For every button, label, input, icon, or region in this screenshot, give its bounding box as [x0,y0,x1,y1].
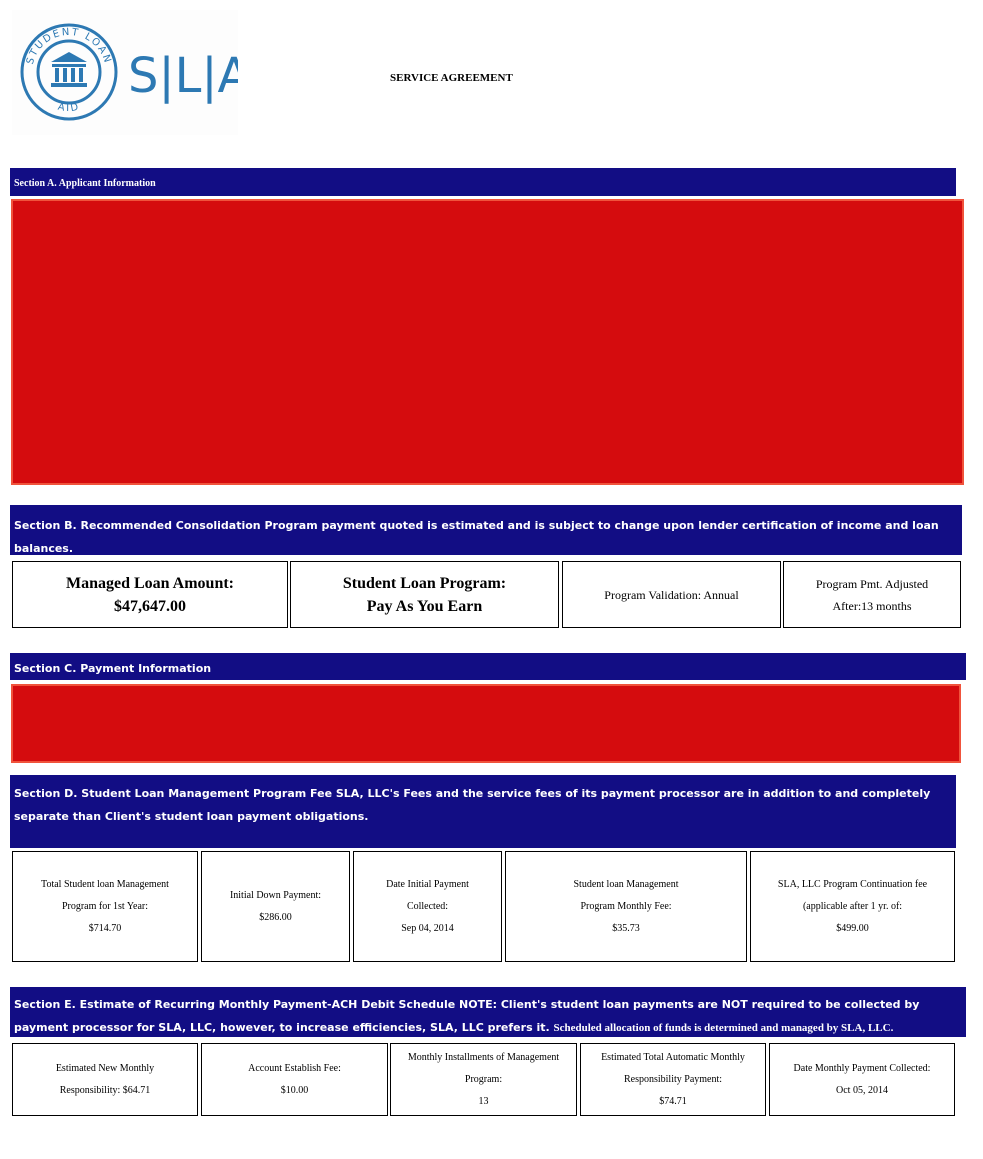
program-pmt-adjusted-value: After:13 months [832,598,912,613]
program-validation-text: Program Validation: Annual [604,587,739,602]
section-e-title-allocation: Scheduled allocation of funds is determined and managed by SLA, LLC. [553,1022,894,1034]
account-establish-fee-value: $10.00 [280,1084,309,1096]
account-establish-fee-cell [201,1043,388,1116]
initial-down-payment-cell [201,851,350,962]
section-d-title: Section D. Student Loan Management Program Fee SLA, LLC's Fees and the service fees of its payment processor are in addition to and completely separate than Client's student loan payment obligations. [14,787,931,823]
date-initial-payment-label: Date Initial Payment [386,878,469,890]
initial-down-payment-value: $286.00 [259,911,292,923]
total-management-program-value: $714.70 [88,922,122,934]
initial-down-payment-label: Initial Down Payment: [229,889,322,901]
date-initial-payment-value: Sep 04, 2014 [401,922,454,934]
monthly-installments-value: 13 [478,1095,489,1107]
program-pmt-adjusted-cell [783,561,961,628]
account-establish-fee-label: Account Establish Fee: [248,1062,341,1074]
logo [12,10,238,135]
monthly-fee-label: Student loan Management [573,878,679,890]
logo-wordmark: S|L|A [128,48,238,104]
section-a-title: Section A. Applicant Information [14,178,156,189]
section-d-header [10,775,956,848]
section-c-title: Section C. Payment Information [14,662,212,675]
redacted-applicant-info [11,199,964,485]
monthly-fee-value: $35.73 [612,922,640,934]
section-e-title-main: Section E. Estimate of Recurring Monthly Payment-ACH Debit Schedule NOTE: Client's student loan payments are NOT required to be collected by payment processor for SLA, LLC, however, to increase efficiencies, SLA, LLC prefers it. [14,998,920,1034]
total-automatic-payment-label-2: Responsibility Payment: [623,1073,723,1085]
date-monthly-payment-value: Oct 05, 2014 [836,1084,888,1096]
estimated-monthly-responsibility-label: Estimated New Monthly [55,1062,155,1074]
section-b-title: Section B. Recommended Consolidation Program payment quoted is estimated and is subject to change upon lender certification of income and loan balances. [14,519,939,555]
date-monthly-payment-cell [769,1043,955,1116]
monthly-installments-label: Monthly Installments of Management [407,1051,560,1063]
date-monthly-payment-label: Date Monthly Payment Collected: [793,1062,931,1074]
total-automatic-payment-value: $74.71 [659,1095,687,1107]
managed-loan-amount-cell [12,561,288,628]
continuation-fee-label: SLA, LLC Program Continuation fee [777,878,928,890]
monthly-fee-cell [505,851,747,962]
total-automatic-payment-cell [580,1043,766,1116]
student-loan-program-label: Student Loan Program: [342,574,507,592]
total-management-program-label: Total Student loan Management [41,878,169,890]
student-loan-program-cell [290,561,559,628]
sla-logo-icon [12,10,238,135]
total-management-program-label-2: Program for 1st Year: [61,900,149,912]
total-automatic-payment-label: Estimated Total Automatic Monthly [601,1051,745,1063]
section-e-header [10,987,966,1037]
svg-text:STUDENT LOAN: STUDENT LOAN [24,26,114,66]
date-initial-payment-label-2: Collected: [406,900,449,912]
monthly-installments-cell [390,1043,577,1116]
managed-loan-amount-label: Managed Loan Amount: [65,574,235,592]
continuation-fee-value: $499.00 [836,922,869,934]
program-validation-cell [562,561,781,628]
svg-text:AID: AID [56,101,82,115]
section-c-header [10,653,966,680]
monthly-installments-label-2: Program: [464,1073,503,1085]
continuation-fee-cell [750,851,955,962]
monthly-fee-label-2: Program Monthly Fee: [580,900,672,912]
student-loan-program-value: Pay As You Earn [366,597,483,615]
estimated-monthly-responsibility-cell [12,1043,198,1116]
estimated-monthly-responsibility-value: Responsibility: $64.71 [59,1084,151,1096]
total-management-program-cell [12,851,198,962]
managed-loan-amount-value: $47,647.00 [114,597,186,615]
redacted-payment-info [11,684,961,763]
program-pmt-adjusted-label: Program Pmt. Adjusted [815,576,929,591]
section-b-header [10,505,962,555]
continuation-fee-label-2: (applicable after 1 yr. of: [802,900,903,912]
date-initial-payment-cell [353,851,502,962]
section-e-title [14,998,919,1034]
section-a-header [10,168,956,196]
document-title: SERVICE AGREEMENT [390,72,513,84]
